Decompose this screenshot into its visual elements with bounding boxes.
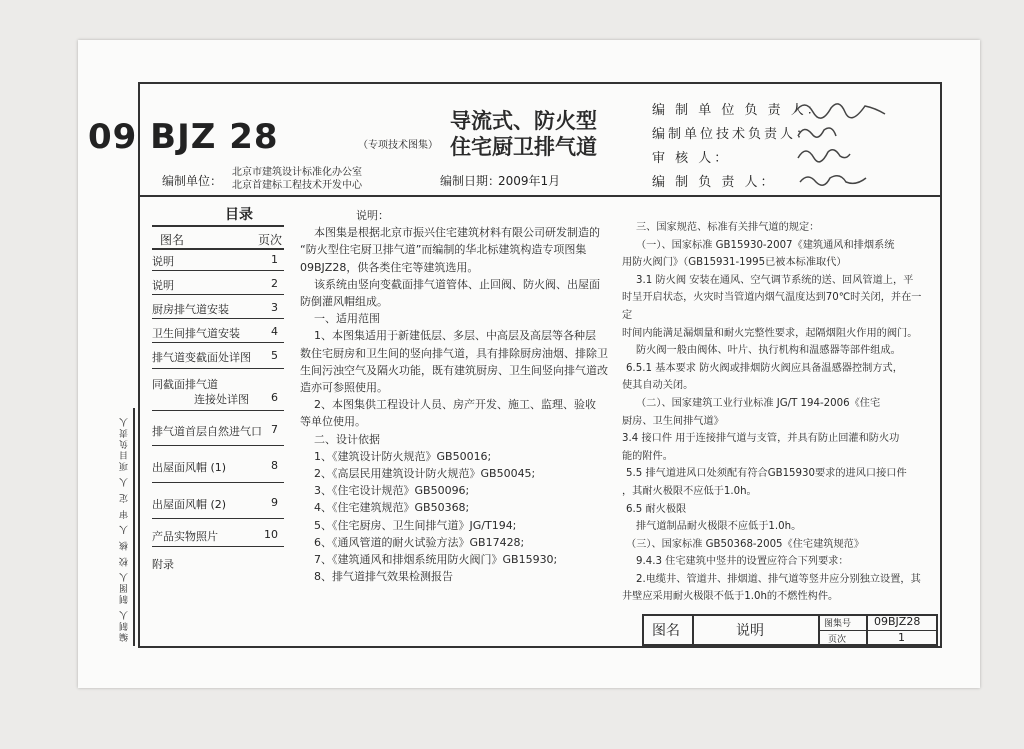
sign-label-3: 审 核 人： bbox=[652, 151, 731, 166]
toc-title: 目录 bbox=[225, 207, 253, 223]
toc-rule bbox=[152, 294, 284, 295]
title-block-name-value: 说明 bbox=[736, 623, 764, 639]
toc-rule bbox=[152, 518, 284, 519]
text-line: 时间内能满足漏烟量和耐火完整性要求，起隔烟阻火作用的阀门。 bbox=[622, 327, 918, 339]
toc-rule bbox=[152, 445, 284, 446]
toc-rule bbox=[152, 410, 284, 411]
text-line: 生间污浊空气及隔火功能，既有建筑厨房、卫生间竖向排气道改 bbox=[300, 363, 608, 377]
text-line: 防倒灌风帽组成。 bbox=[300, 295, 388, 309]
side-strip: 编制人 制图人 校 核 人 审 定 人 项目负责人 bbox=[120, 416, 130, 642]
title-block-name-label: 图名 bbox=[652, 623, 680, 639]
toc-row: 厨房排气道安装 3 bbox=[152, 301, 278, 316]
title-line-2: 住宅厨卫排气道 bbox=[450, 135, 597, 159]
title-block-atlas-label: 图集号 bbox=[824, 619, 852, 629]
text-line: （三）、国家标准 GB50368-2005《住宅建筑规范》 bbox=[626, 538, 865, 550]
text-line: 3.4 接口件 用于连接排气道与支管，并具有防止回灌和防火功 bbox=[622, 433, 900, 445]
toc-row: 附录 bbox=[152, 558, 174, 571]
text-line: 本图集是根据北京市振兴住宅建筑材料有限公司研发制造的 bbox=[314, 226, 600, 240]
title-block-page-value: 1 bbox=[898, 631, 905, 644]
toc-row: 同截面排气道 bbox=[152, 378, 218, 391]
atlas-title bbox=[450, 108, 597, 160]
toc-rule bbox=[152, 368, 284, 369]
atlas-code: 09 BJZ 28 bbox=[88, 117, 279, 157]
text-line: 5.5 排气道进风口处须配有符合GB15930要求的进风口接口件 bbox=[626, 468, 907, 480]
text-line: 说明： bbox=[356, 209, 389, 222]
toc-head-rule bbox=[152, 248, 284, 250]
text-line: 09BJZ28，供各类住宅等建筑选用。 bbox=[300, 260, 479, 274]
text-line: 排气道制品耐火极限不应低于1.0h。 bbox=[636, 521, 802, 533]
text-line: 造亦可参照使用。 bbox=[300, 381, 388, 395]
text-line: 能的附件。 bbox=[622, 450, 673, 462]
title-block-page-label: 页次 bbox=[828, 635, 847, 645]
explanation-left bbox=[300, 207, 608, 585]
text-line: 时呈开启状态，火灾时当管道内烟气温度达到70℃时关闭，并在一定 bbox=[622, 292, 922, 321]
toc-row: 说明 2 bbox=[152, 277, 278, 292]
explanation-right bbox=[622, 219, 930, 606]
text-line: 3.1 防火阀 安装在通风、空气调节系统的送、回风管道上，平 bbox=[636, 274, 914, 286]
header-divider bbox=[140, 195, 940, 197]
text-line: 该系统由竖向变截面排气道管体、止回阀、防火阀、出屋面 bbox=[314, 277, 600, 291]
text-line: 厨房、卫生间排气道》 bbox=[622, 415, 724, 427]
text-line: 1、《建筑设计防火规范》GB50016; bbox=[314, 449, 492, 463]
text-line: 6.5.1 基本要求 防火阀或排烟防火阀应具备温感器控制方式， bbox=[626, 362, 903, 374]
text-line: ，其耐火极限不应低于1.0h。 bbox=[622, 485, 757, 497]
compiled-by-2: 北京首建标工程技术开发中心 bbox=[232, 180, 362, 191]
toc-row: 出屋面风帽 (2) 9 bbox=[152, 496, 278, 511]
date-label: 编制日期： bbox=[440, 174, 501, 188]
toc-top-rule bbox=[152, 225, 284, 227]
text-line: 等单位使用。 bbox=[300, 415, 366, 429]
toc-col-name: 图名 bbox=[160, 233, 185, 247]
sign-label-1: 编 制 单 位 负 责 人： bbox=[652, 103, 823, 118]
sign-label-4: 编 制 负 责 人： bbox=[652, 175, 777, 190]
text-line: 防火阀一般由阀体、叶片、执行机构和温感器等部件组成。 bbox=[636, 345, 901, 357]
text-line: 数住宅厨房和卫生间的竖向排气道，具有排除厨房油烟、排除卫 bbox=[300, 346, 608, 360]
toc-row: 连接处详图 6 bbox=[194, 391, 278, 406]
text-line: 8、排气道排气效果检测报告 bbox=[314, 570, 453, 584]
toc-rule bbox=[152, 482, 284, 483]
title-line-1: 导流式、防火型 bbox=[450, 109, 597, 133]
text-line: 2、本图集供工程设计人员、房产开发、施工、监理、验收 bbox=[314, 398, 596, 412]
text-line: （一）、国家标准 GB15930-2007《建筑通风和排烟系统 bbox=[636, 239, 895, 251]
text-line: 5、《住宅厨房、卫生间排气道》JG/T194; bbox=[314, 518, 517, 532]
title-block-rule bbox=[818, 630, 938, 631]
toc-row: 说明 1 bbox=[152, 253, 278, 268]
text-line: 7、《建筑通风和排烟系统用防火阀门》GB15930; bbox=[314, 553, 558, 567]
toc-row: 排气道变截面处详图 5 bbox=[152, 349, 278, 364]
text-line: 6、《通风管道的耐火试验方法》GB17428; bbox=[314, 535, 525, 549]
title-block-atlas-value: 09BJZ28 bbox=[874, 615, 921, 628]
toc-rule bbox=[152, 546, 284, 547]
toc-row: 产品实物照片 10 bbox=[152, 528, 278, 543]
sign-label-2: 编制单位技术负责人： bbox=[652, 127, 813, 142]
toc-row: 出屋面风帽 (1) 8 bbox=[152, 459, 278, 474]
toc-row: 卫生间排气道安装 4 bbox=[152, 325, 278, 340]
text-line: 9.4.3 住宅建筑中竖井的设置应符合下列要求： bbox=[636, 556, 849, 568]
text-line: 一、适用范围 bbox=[314, 312, 380, 326]
text-line: 二、设计依据 bbox=[314, 432, 380, 446]
text-line: 6.5 耐火极限 bbox=[626, 503, 687, 515]
text-line: 三、国家规范、标准有关排气道的规定： bbox=[636, 222, 820, 233]
toc-row: 排气道首层自然进气口 7 bbox=[152, 423, 278, 438]
toc-rule bbox=[152, 318, 284, 319]
text-line: 3、《住宅设计规范》GB50096; bbox=[314, 484, 470, 498]
text-line: 2、《高层民用建筑设计防火规范》GB50045; bbox=[314, 467, 536, 481]
text-line: 1、本图集适用于新建低层、多层、中高层及高层等各种层 bbox=[314, 329, 596, 343]
toc-col-page: 页次 bbox=[258, 233, 283, 247]
text-line: （二）、国家建筑工业行业标准 JG/T 194-2006《住宅 bbox=[636, 397, 881, 409]
toc-rule bbox=[152, 270, 284, 271]
toc-rule bbox=[152, 342, 284, 343]
text-line: “防火型住宅厨卫排气道”而编制的华北标建筑构造专项图集 bbox=[300, 243, 587, 257]
text-line: 使其自动关闭。 bbox=[622, 380, 694, 392]
text-line: 2.电缆井、管道井、排烟道、排气道等竖井应分别独立设置，其 bbox=[636, 573, 921, 585]
compiled-by-label: 编制单位： bbox=[162, 174, 223, 188]
date-value: 2009年1月 bbox=[498, 174, 561, 188]
text-line: 用防火阀门》（GB15931-1995已被本标准取代） bbox=[622, 257, 847, 269]
title-block-rule bbox=[692, 614, 694, 646]
text-line: 4、《住宅建筑规范》GB50368; bbox=[314, 501, 470, 515]
text-line: 井壁应采用耐火极限不低于1.0h的不燃性构件。 bbox=[622, 591, 839, 603]
handwritten-signatures bbox=[790, 94, 900, 194]
atlas-code-note: （专项技术图集） bbox=[358, 140, 438, 151]
compiled-by-1: 北京市建筑设计标准化办公室 bbox=[232, 167, 362, 178]
